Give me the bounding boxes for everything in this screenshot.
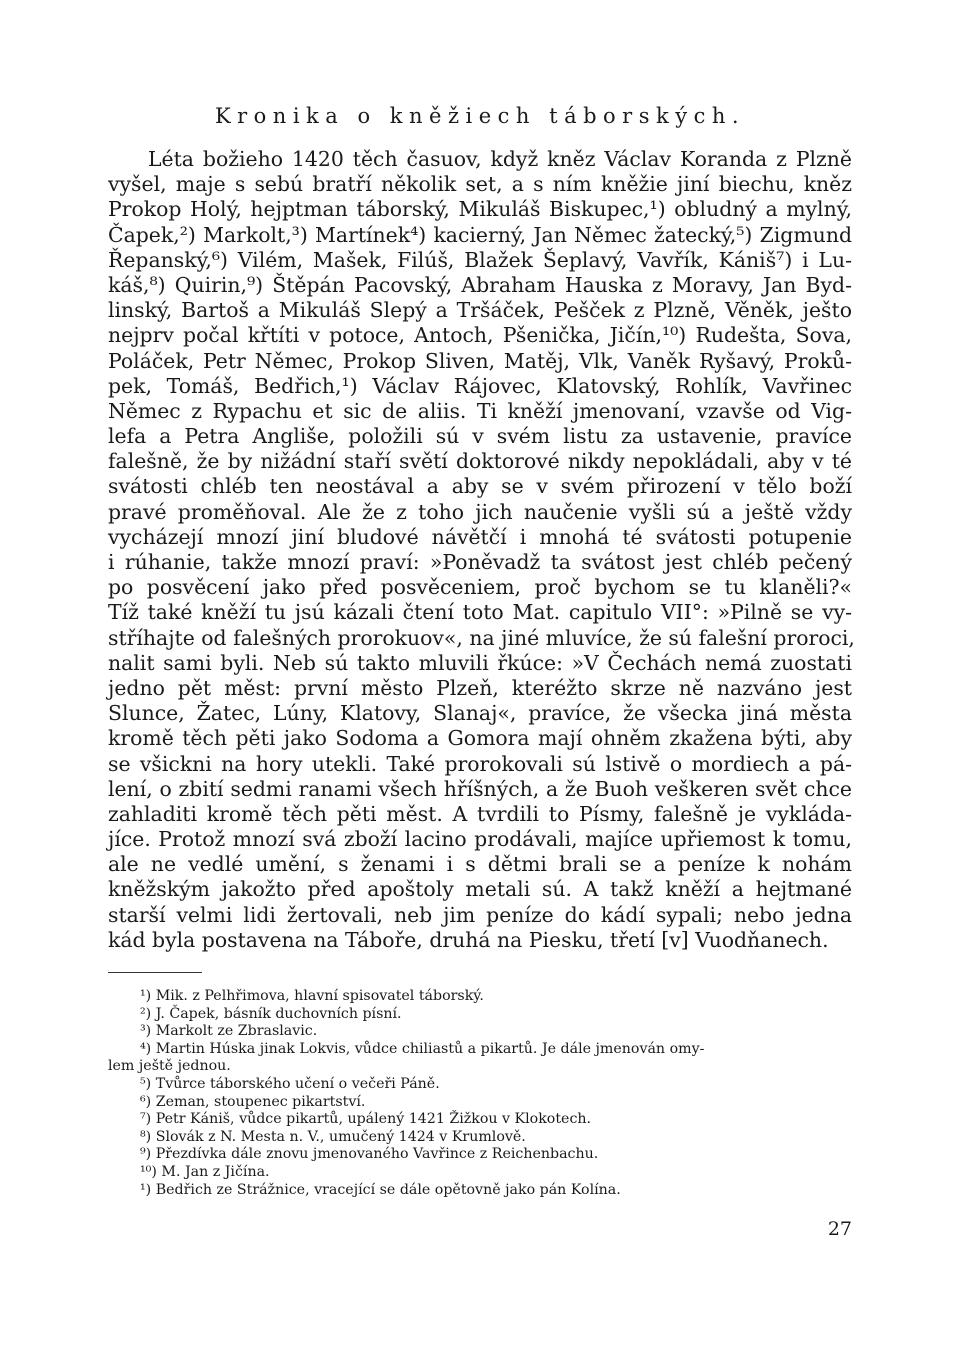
body-line: Čapek,²) Markolt,³) Martínek⁴) kacierný, Jan Němec žatecký,⁵) Zigmund bbox=[108, 222, 852, 247]
footnote: ⁷) Petr Kániš, vůdce pikartů, upálený 1421 Žižkou v Klokotech. bbox=[140, 1111, 592, 1128]
body-line: pek, Tomáš, Bedřich,¹) Václav Rájovec, Klatovský, Rohlík, Vavřinec bbox=[108, 373, 852, 398]
footnote: ³) Markolt ze Zbraslavic. bbox=[140, 1023, 318, 1040]
footnote: ¹⁰) M. Jan z Jičína. bbox=[140, 1163, 270, 1180]
body-line: káš,⁸) Quirin,⁹) Štěpán Pacovský, Abraham Hauska z Moravy, Jan Byd- bbox=[108, 272, 852, 297]
footnote: ⁵) Tvůrce táborského učení o večeři Páně. bbox=[140, 1075, 440, 1092]
footnote: ²) J. Čapek, básník duchovních písní. bbox=[140, 1005, 402, 1022]
body-text bbox=[108, 147, 855, 953]
footnote: ⁸) Slovák z N. Mesta n. V., umučený 1424 v Krumlově. bbox=[140, 1128, 526, 1145]
footnote: ¹) Mik. z Pelhřimova, hlavní spisovatel táborský. bbox=[140, 988, 484, 1004]
body-line: Řepanský,⁶) Vilém, Mašek, Filúš, Blažek Šeplavý, Vavřík, Kániš⁷) i Lu- bbox=[108, 247, 852, 272]
body-line: Prokop Holý, hejptman táborský, Mikuláš Biskupec,¹) obludný a mylný, bbox=[108, 197, 852, 222]
footnotes bbox=[108, 988, 852, 1199]
body-line: Poláček, Petr Němec, Prokop Sliven, Matěj, Vlk, Vaněk Ryšavý, Proků- bbox=[108, 348, 852, 373]
footnote: ⁹) Přezdívka dále znovu jmenovaného Vavřince z Reichenbachu. bbox=[140, 1146, 599, 1163]
chapter-title: Kronika o kněžiech táborských. bbox=[214, 104, 746, 128]
body-line: se všickni na hory utekli. Také prorokovali sú lstivě o mordiech a pá- bbox=[108, 751, 852, 776]
body-line: pravé proměňoval. Ale že z toho jich naučenie vyšli sú a ještě vždy bbox=[108, 499, 852, 524]
body-line: Léta božieho 1420 těch časuov, když kněz Václav Koranda z Plzně bbox=[148, 147, 852, 171]
body-line: kromě těch pěti jako Sodoma a Gomora mají ohněm zkažena býti, aby bbox=[108, 726, 852, 751]
footnote: ⁴) Martin Húska jinak Lokvis, vůdce chiliastů a pikartů. Je dále jmenován omy- bbox=[140, 1040, 705, 1057]
body-line: vycházejí mnozí jiní bludové návětčí i mnohá té svátosti potupenie bbox=[108, 524, 852, 549]
body-line: jíce. Protož mnozí svá zboží lacino prodávali, majíce upřiemost k tomu, bbox=[108, 827, 852, 852]
body-line: svátosti chléb ten neostával a aby se v svém přirození v tělo boží bbox=[108, 474, 852, 499]
body-line: falešně, že by nižádní staří světí doktorové nikdy nepokládali, aby v té bbox=[108, 449, 852, 474]
body-line: kněžským jakožto před apoštoly metali sú. A takž kněží a hejtmané bbox=[108, 877, 852, 902]
body-line: ale ne vedlé umění, s ženami i s dětmi brali se a peníze k nohám bbox=[108, 852, 852, 877]
body-line: nalit sami byli. Neb sú takto mluvili řkúce: »V Čechách nemá zuostati bbox=[108, 650, 852, 675]
footnote: ⁶) Zeman, stoupenec pikartství. bbox=[140, 1093, 366, 1110]
body-line: po posvěcení jako před posvěceniem, proč bychom se tu klaněli?« bbox=[108, 575, 852, 600]
body-line: starší velmi lidi žertovali, neb jim peníze do kádí sypali; nebo jedna bbox=[108, 902, 852, 927]
body-line: nejprv počal křtíti v potoce, Antoch, Pšenička, Jičín,¹⁰) Rudešta, Sova, bbox=[108, 323, 852, 348]
body-line: lefa a Petra Angliše, položili sú v svém listu za ustavenie, pravíce bbox=[108, 424, 852, 449]
page-number: 27 bbox=[827, 1218, 852, 1240]
footnote: lem ještě jednou. bbox=[108, 1058, 231, 1075]
body-line: stříhajte od falešných prorokuov«, na jiné mluvíce, že sú falešní proroci, bbox=[108, 625, 855, 650]
body-line: Slunce, Žatec, Lúny, Klatovy, Slanaj«, pravíce, že všecka jiná města bbox=[108, 701, 852, 726]
body-line: jedno pět měst: první město Plzeň, kteréžto skrze ně nazváno jest bbox=[108, 675, 852, 700]
body-line: i rúhanie, takže mnozí praví: »Poněvadž ta svátost jest chléb pečený bbox=[108, 550, 852, 574]
body-line: linský, Bartoš a Mikuláš Slepý a Tršáček, Pešček z Plzně, Věněk, ješto bbox=[108, 298, 852, 323]
footnote-divider bbox=[108, 972, 202, 973]
body-line: zahladiti kromě těch pěti měst. A tvrdili to Písmy, falešně je vykláda- bbox=[108, 801, 852, 826]
body-line: kád byla postavena na Táboře, druhá na Piesku, třetí [v] Vuodňanech. bbox=[108, 927, 829, 952]
footnote: ¹) Bedřich ze Strážnice, vracející se dále opětovně jako pán Kolína. bbox=[140, 1181, 621, 1198]
body-line: vyšel, maje s sebú bratří několik set, a s ním kněžie jiní biechu, kněz bbox=[108, 172, 852, 197]
body-line: lení, o zbití sedmi ranami všech hříšných, a že Buoh veškeren svět chce bbox=[108, 776, 852, 801]
body-line: Němec z Rypachu et sic de aliis. Ti kněží jmenovaní, vzavše od Vig- bbox=[108, 398, 852, 423]
body-line: Tíž také kněží tu jsú kázali čtení toto Mat. capitulo VII°: »Pilně se vy- bbox=[108, 600, 852, 625]
